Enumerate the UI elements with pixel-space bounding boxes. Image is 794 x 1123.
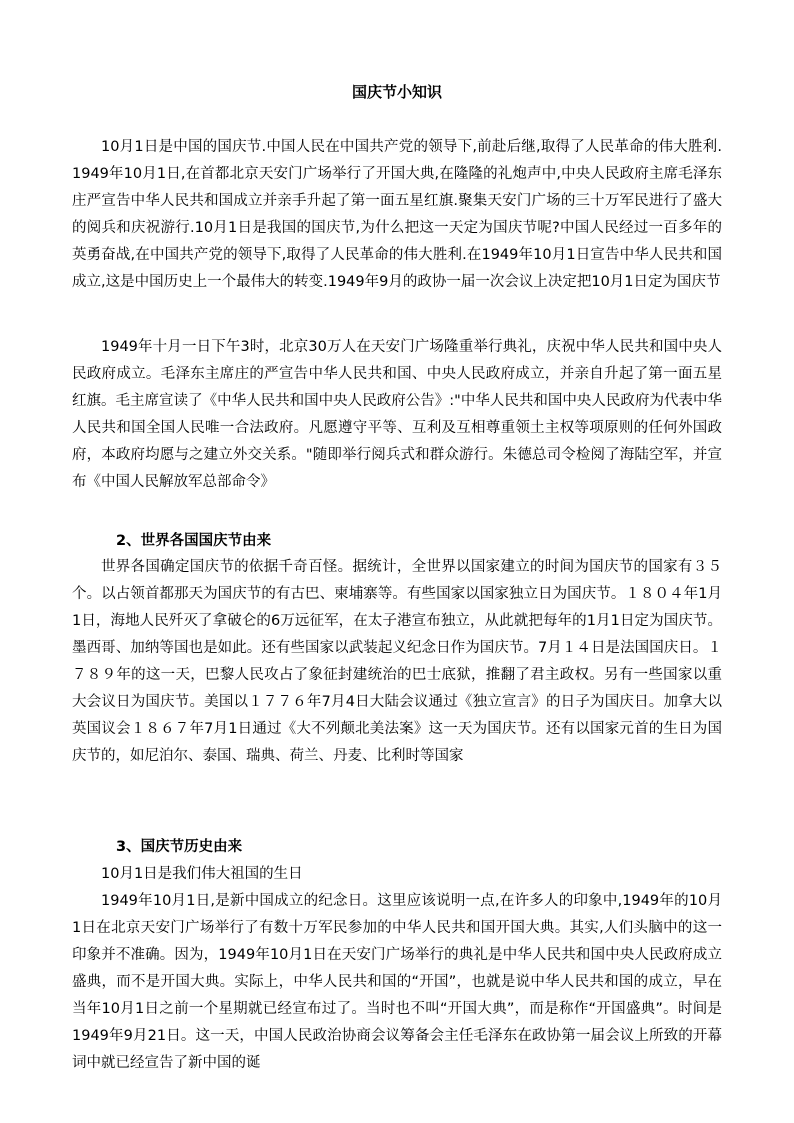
paragraph-founding-ceremony: 1949年十月一日下午3时，北京30万人在天安门广场隆重举行典礼，庆祝中华人民共和国中央人民政府成立。毛泽东主席庄的严宣告中华人民共和国、中央人民政府成立，并亲自升起了第一面五星红旗。毛主席宣读了《中华人民共和国中央人民政府公告》:"中华人民共和国中央人民政府为代表中华人民共和国全国人民唯一合法政府。凡愿遵守平等、互利及互相尊重领土主权等项原则的任何外国政府，本政府均愿与之建立外交关系。"随即举行阅兵式和群众游行。朱德总司令检阅了海陆空军，并宣布《中国人民解放军总部命令》 — [72, 339, 722, 490]
document-title: 国庆节小知识 — [351, 83, 442, 101]
paragraph-founding-history: 1949年10月1日,是新中国成立的纪念日。这里应该说明一点,在许多人的印象中,1949年的10月1日在北京天安门广场举行了有数十万军民参加的中华人民共和国开国大典。其实,人们头脑中的这一印象并不准确。因为，1949年10月1日在天安门广场举行的典礼是中华人民共和国中央人民政府成立盛典，而不是开国大典。实际上，中华人民共和国的“开国”，也就是说中华人民共和国的成立，早在当年10月1日之前一个星期就已经宣布过了。当时也不叫“开国大典”，而是称作“开国盛典”。时间是1949年9月21日。这一天，中国人民政治协商会议筹备会主任毛泽东在政协第一届会议上所致的开幕词中就已经宣告了新中国的诞 — [72, 893, 722, 1071]
section-heading-world-national-days: 2、世界各国国庆节由来 — [116, 533, 272, 549]
section-heading-history: 3、国庆节历史由来 — [116, 839, 243, 855]
paragraph-birthday-of-motherland: 10月1日是我们伟大祖国的生日 — [101, 866, 303, 882]
paragraph-world-national-days: 世界各国确定国庆节的依据千奇百怪。据统计，全世界以国家建立的时间为国庆节的国家有３５个。以占领首都那天为国庆节的有古巴、柬埔寨等。有些国家以国家独立日为国庆节。１８０４年1月1日，海地人民歼灭了拿破仑的6万远征军，在太子港宣布独立，从此就把每年的1月1日定为国庆节。墨西哥、加纳等国也是如此。还有些国家以武装起义纪念日作为国庆节。7月１４日是法国国庆日。１７８９年的这一天，巴黎人民攻占了象征封建统治的巴士底狱，推翻了君主政权。另有一些国家以重大会议日为国庆节。美国以１７７６年7月4日大陆会议通过《独立宣言》的日子为国庆日。加拿大以英国议会１８６７年7月1日通过《大不列颠北美法案》这一天为国庆节。还有以国家元首的生日为国庆节的，如尼泊尔、泰国、瑞典、荷兰、丹麦、比利时等国家 — [72, 559, 722, 764]
paragraph-national-day-intro: 10月1日是中国的国庆节.中国人民在中国共产党的领导下,前赴后继,取得了人民革命的伟大胜利. 1949年10月1日,在首都北京天安门广场举行了开国大典,在隆隆的礼炮声中,中央人民政府主席毛泽东庄严宣告中华人民共和国成立并亲手升起了第一面五星红旗.聚集天安门广场的三十万军民进行了盛大的阅兵和庆祝游行.10月1日是我国的国庆节,为什么把这一天定为国庆节呢?中国人民经过一百多年的英勇奋战,在中国共产党的领导下,取得了人民革命的伟大胜利.在1949年10月1日宣告中华人民共和国成立,这是中国历史上一个最伟大的转变.1949年9月的政协一届一次会议上决定把10月1日定为国庆节 — [72, 139, 722, 290]
